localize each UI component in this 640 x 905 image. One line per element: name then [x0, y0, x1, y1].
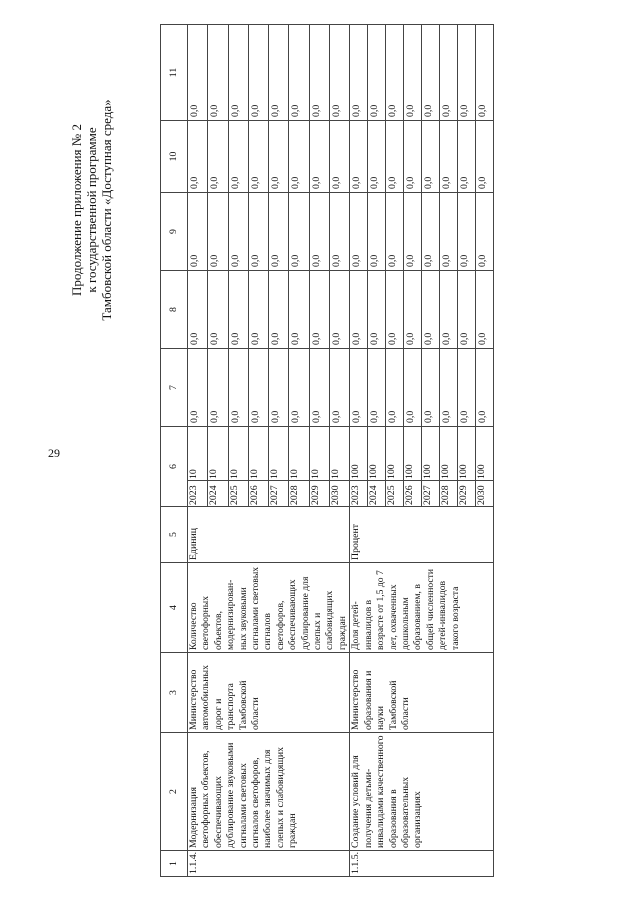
- year-cell: 2024: [208, 481, 228, 507]
- value-v7: 0,0: [208, 349, 228, 427]
- value-v7: 0,0: [289, 349, 309, 427]
- value-v11: 0,0: [440, 25, 458, 121]
- value-v9: 0,0: [269, 193, 289, 271]
- year-cell: 2023: [188, 481, 208, 507]
- value-v10: 0,0: [208, 121, 228, 193]
- value-v7: 0,0: [248, 349, 268, 427]
- year-cell: 2028: [289, 481, 309, 507]
- column-header: 9: [161, 193, 188, 271]
- value-v8: 0,0: [440, 271, 458, 349]
- value-v7: 0,0: [188, 349, 208, 427]
- value-v7: 0,0: [269, 349, 289, 427]
- table-row: [188, 25, 208, 877]
- value-v11: 0,0: [404, 25, 422, 121]
- value-col6: 100: [404, 427, 422, 481]
- value-col6: 10: [289, 427, 309, 481]
- value-col6: 10: [309, 427, 329, 481]
- year-cell: 2027: [422, 481, 440, 507]
- value-v11: 0,0: [350, 25, 368, 121]
- value-v10: 0,0: [476, 121, 494, 193]
- value-v10: 0,0: [248, 121, 268, 193]
- page-number: 29: [48, 446, 60, 460]
- value-v10: 0,0: [386, 121, 404, 193]
- value-v9: 0,0: [188, 193, 208, 271]
- value-v11: 0,0: [208, 25, 228, 121]
- value-v10: 0,0: [404, 121, 422, 193]
- value-v9: 0,0: [248, 193, 268, 271]
- value-v7: 0,0: [228, 349, 248, 427]
- value-col6: 10: [208, 427, 228, 481]
- value-v8: 0,0: [188, 271, 208, 349]
- indicators-table: [160, 24, 494, 877]
- value-v7: 0,0: [458, 349, 476, 427]
- value-v7: 0,0: [350, 349, 368, 427]
- value-v11: 0,0: [248, 25, 268, 121]
- value-v10: 0,0: [269, 121, 289, 193]
- column-header: 8: [161, 271, 188, 349]
- unit: Единиц: [188, 507, 350, 563]
- value-v10: 0,0: [458, 121, 476, 193]
- value-v10: 0,0: [350, 121, 368, 193]
- value-v9: 0,0: [208, 193, 228, 271]
- value-v7: 0,0: [422, 349, 440, 427]
- value-v11: 0,0: [269, 25, 289, 121]
- appendix-heading: [69, 60, 114, 360]
- value-v8: 0,0: [404, 271, 422, 349]
- value-v8: 0,0: [386, 271, 404, 349]
- year-cell: 2029: [309, 481, 329, 507]
- column-number-row: [161, 25, 188, 877]
- year-cell: 2023: [350, 481, 368, 507]
- column-header: 2: [161, 733, 188, 851]
- value-v8: 0,0: [329, 271, 349, 349]
- value-v9: 0,0: [422, 193, 440, 271]
- heading-line-2: к государственной программе: [84, 127, 99, 293]
- value-v9: 0,0: [404, 193, 422, 271]
- value-v7: 0,0: [329, 349, 349, 427]
- row-number: 1.1.5.: [350, 851, 494, 877]
- value-v10: 0,0: [289, 121, 309, 193]
- year-cell: 2027: [269, 481, 289, 507]
- value-v11: 0,0: [228, 25, 248, 121]
- value-v8: 0,0: [422, 271, 440, 349]
- year-cell: 2025: [386, 481, 404, 507]
- value-v9: 0,0: [309, 193, 329, 271]
- value-col6: 10: [329, 427, 349, 481]
- value-v11: 0,0: [422, 25, 440, 121]
- value-v10: 0,0: [329, 121, 349, 193]
- value-v8: 0,0: [309, 271, 329, 349]
- value-v11: 0,0: [329, 25, 349, 121]
- value-v9: 0,0: [440, 193, 458, 271]
- indicator-name: Доля детей-инвалидов в возрасте от 1,5 до 7 лет, охваченных дошкольным образованием, в общей численности детей-инвалидов такого возраста: [350, 563, 494, 653]
- value-v10: 0,0: [228, 121, 248, 193]
- value-v9: 0,0: [386, 193, 404, 271]
- value-v7: 0,0: [404, 349, 422, 427]
- year-cell: 2024: [368, 481, 386, 507]
- value-v7: 0,0: [309, 349, 329, 427]
- value-v9: 0,0: [458, 193, 476, 271]
- value-col6: 100: [440, 427, 458, 481]
- value-col6: 100: [368, 427, 386, 481]
- year-cell: 2029: [458, 481, 476, 507]
- value-col6: 100: [422, 427, 440, 481]
- unit: Процент: [350, 507, 494, 563]
- value-v8: 0,0: [368, 271, 386, 349]
- measure-name: Модернизация светофорных объектов, обеспечивающих дублирование звуковыми сигналами световых сигналов светофоров, наиболее значимых для слепых и слабовидящих граждан: [188, 733, 350, 851]
- value-v11: 0,0: [309, 25, 329, 121]
- value-v9: 0,0: [289, 193, 309, 271]
- year-cell: 2025: [228, 481, 248, 507]
- year-cell: 2030: [476, 481, 494, 507]
- column-header: 5: [161, 507, 188, 563]
- value-v8: 0,0: [350, 271, 368, 349]
- value-v7: 0,0: [476, 349, 494, 427]
- value-col6: 10: [248, 427, 268, 481]
- year-cell: 2026: [404, 481, 422, 507]
- table-body: [188, 25, 494, 877]
- value-col6: 10: [228, 427, 248, 481]
- year-cell: 2028: [440, 481, 458, 507]
- value-v11: 0,0: [368, 25, 386, 121]
- value-col6: 10: [269, 427, 289, 481]
- executor: Министерство автомобильных дорог и транспорта Тамбовской области: [188, 653, 350, 733]
- value-v8: 0,0: [476, 271, 494, 349]
- value-v11: 0,0: [386, 25, 404, 121]
- value-v9: 0,0: [329, 193, 349, 271]
- value-v9: 0,0: [476, 193, 494, 271]
- value-v9: 0,0: [228, 193, 248, 271]
- value-v9: 0,0: [368, 193, 386, 271]
- column-header: 7: [161, 349, 188, 427]
- indicator-name: Количество светофорных объектов, модернизирован-ных звуковыми сигналами световых сигналов светофоров, обеспечивающих дублирование для слепых и слабовидящих граждан: [188, 563, 350, 653]
- value-v7: 0,0: [440, 349, 458, 427]
- value-v10: 0,0: [422, 121, 440, 193]
- value-v9: 0,0: [350, 193, 368, 271]
- column-header: 6: [161, 427, 188, 507]
- value-v10: 0,0: [440, 121, 458, 193]
- value-v8: 0,0: [228, 271, 248, 349]
- row-number: 1.1.4.: [188, 851, 350, 877]
- table-row: [350, 25, 368, 877]
- value-v11: 0,0: [476, 25, 494, 121]
- column-header: 3: [161, 653, 188, 733]
- measure-name: Создание условий для получения детьми-инвалидами качественного образования в образовательных организациях: [350, 733, 494, 851]
- value-v11: 0,0: [289, 25, 309, 121]
- value-v10: 0,0: [368, 121, 386, 193]
- value-col6: 10: [188, 427, 208, 481]
- value-v8: 0,0: [289, 271, 309, 349]
- heading-line-3: Тамбовской области «Доступная среда»: [99, 99, 114, 321]
- value-v8: 0,0: [458, 271, 476, 349]
- heading-line-1: Продолжение приложения № 2: [69, 124, 84, 296]
- value-v11: 0,0: [188, 25, 208, 121]
- column-header: 10: [161, 121, 188, 193]
- year-cell: 2030: [329, 481, 349, 507]
- value-col6: 100: [386, 427, 404, 481]
- column-header: 11: [161, 25, 188, 121]
- year-cell: 2026: [248, 481, 268, 507]
- value-col6: 100: [476, 427, 494, 481]
- value-v8: 0,0: [248, 271, 268, 349]
- value-v10: 0,0: [309, 121, 329, 193]
- value-v8: 0,0: [208, 271, 228, 349]
- column-header: 1: [161, 851, 188, 877]
- value-col6: 100: [458, 427, 476, 481]
- executor: Министерство образования и науки Тамбовской области: [350, 653, 494, 733]
- value-v8: 0,0: [269, 271, 289, 349]
- column-header: 4: [161, 563, 188, 653]
- value-v7: 0,0: [386, 349, 404, 427]
- value-v10: 0,0: [188, 121, 208, 193]
- value-v11: 0,0: [458, 25, 476, 121]
- value-v7: 0,0: [368, 349, 386, 427]
- value-col6: 100: [350, 427, 368, 481]
